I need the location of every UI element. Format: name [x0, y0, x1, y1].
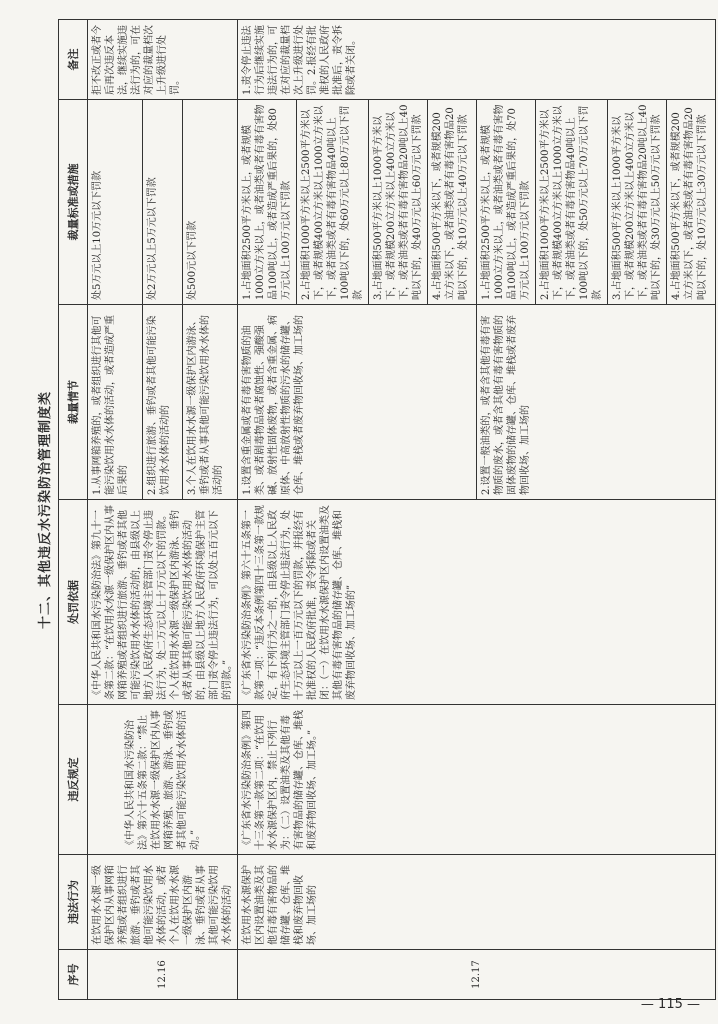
divider	[427, 100, 428, 304]
header-act: 违法行为	[59, 855, 88, 950]
table-header-row	[59, 20, 88, 1000]
standard-item: 4.占地面积500平方米以下，或者规模200立方米以下，或者油类或者有毒有害物品20吨以下的，处10万元以上40万元以下罚款	[432, 107, 469, 300]
standard-item: 4.占地面积500平方米以下，或者规模200立方米以下，或者油类或者有毒有害物品20吨以下的，处10万元以上30万元以下罚款	[671, 107, 708, 300]
rotated-content	[22, 20, 708, 1000]
standard-item: 2.占地面积1000平方米以上2500平方米以下，或者规模400立方米以上1000立方米以下，或者油类或者有毒有害物品40吨以上100吨以下的，处50万元以上70万元以下罚款	[540, 105, 603, 300]
standard-item: 3.占地面积500平方米以上1000平方米以下，或者规模200立方米以上400立方米以下，或者油类或者有毒有害物品20吨以上40吨以下的，处30万元以上50万元以下罚款	[612, 104, 662, 300]
divider	[535, 100, 536, 304]
page-number: — 115 —	[640, 997, 700, 1012]
divider	[607, 100, 608, 304]
row-circumstance: 2.设置一般油类的，或者含其他有毒有害物质的废水，或者含其他有毒有害物质的固体废物的储存罐、仓库、堆栈或者废弃物回收场、加工场的	[477, 305, 716, 500]
header-circumstance: 裁量情节	[59, 305, 88, 500]
row-remark: 拒不改正或者今后再次违反本法，继续实施违法行为的，可在对应的裁量档次上升级进行处罚。	[88, 20, 238, 100]
standard-item: 2.占地面积1000平方米以上2500平方米以下，或者规模400立方米以上1000立方米以下，或者油类或者有毒有害物品40吨以上100吨以下的，处60万元以上80万元以下罚款	[301, 105, 364, 300]
row-standard: 处500元以下罚款	[182, 100, 237, 305]
row-seq: 12.16	[88, 950, 238, 1000]
row-standard-list	[238, 100, 477, 305]
row-basis: 《广东省水污染防治条例》第六十五条第一款第一项：“违反本条例第四十三条第一款规定，有下列行为之一的，由县级以上人民政府生态环境主管部门责令停止违法行为，处十万元以上一百万元以下的罚款，并报经有批准权的人民政府批准，责令拆除或者关闭：（一）在饮用水水源保护区内设置油类及其他有毒有害物品的储存罐、仓库、堆栈和废弃物回收场、加工场的”	[238, 500, 716, 705]
row-standard: 处5万元以上10万元以下罚款	[88, 100, 143, 305]
header-rule: 违反规定	[59, 705, 88, 855]
header-seq: 序号	[59, 950, 88, 1000]
row-act: 在饮用水水源保护区内设置油类及其他有毒有害物品的储存罐、仓库、堆栈和废弃物回收场、加工场的	[238, 855, 716, 950]
table-row	[238, 20, 477, 1000]
table-row	[88, 20, 143, 1000]
row-rule: 《中华人民共和国水污染防治法》第六十五条第二款：“禁止在饮用水水源一级保护区内从事网箱养殖、旅游、游泳、垂钓或者其他可能污染饮用水水体的活动。”	[88, 705, 238, 855]
standard-item: 1.占地面积2500平方米以上，或者规模1000立方米以上，或者油类或者有毒有害物品100吨以上，或者造成严重后果的，处80万元以上100万元以下罚款	[242, 104, 292, 300]
header-standard: 裁量标准或措施	[59, 100, 88, 305]
row-circumstance: 1.设置含重金属或者有毒有害物质的油类、或者剧毒物品或者腐蚀性、强酸强碱、放射性固体废物，或者含重金属、病原体、中高放射性物质的污水的储存罐、仓库、堆栈或者废弃物回收场、加工场的	[238, 305, 477, 500]
row-rule: 《广东省水污染防治条例》第四十三条第一款第二项：“在饮用水水源保护区内，禁止下列行为：（二）设置油类及其他有毒有害物品的储存罐、仓库、堆栈和废弃物回收场、加工场。”	[238, 705, 716, 855]
row-circumstance: 3.个人在饮用水水源一级保护区内游泳、垂钓或者从事其他可能污染饮用水水体的活动的	[182, 305, 237, 500]
standard-item: 1.占地面积2500平方米以上，或者规模1000立方米以上，或者油类或者有毒有害物品100吨以上，或者造成严重后果的，处70万元以上100万元以下罚款	[481, 104, 531, 300]
header-remark: 备注	[59, 20, 88, 100]
divider	[666, 100, 667, 304]
row-standard: 处2万元以上5万元以下罚款	[143, 100, 183, 305]
divider	[296, 100, 297, 304]
header-basis: 处罚依据	[59, 500, 88, 705]
row-standard-list	[477, 100, 716, 305]
penalty-table	[58, 19, 716, 1000]
row-remark: 1.责令停止违法行为后继续实施违法行为的，可在对应的裁量档次上升级进行处罚。2.报经有批准权的人民政府批准后，责令拆除或者关闭。	[238, 20, 716, 100]
row-seq: 12.17	[238, 950, 716, 1000]
row-basis: 《中华人民共和国水污染防治法》第九十一条第二款：“在饮用水水源一级保护区内从事网箱养殖或者组织进行旅游、垂钓或者其他可能污染饮用水水体的活动的，由县级以上地方人民政府生态环境主管部门责令停止违法行为，处二万元以上十万元以下的罚款。个人在饮用水水源一级保护区内游泳、垂钓或者从事其他可能污染饮用水水体的活动的，由县级以上地方人民政府环境保护主管部门责令停止违法行为，可以处五百元以下的罚款。”	[88, 500, 238, 705]
divider	[368, 100, 369, 304]
page-title: 十二、其他违反水污染防治管理制度类	[38, 391, 53, 630]
row-circumstance: 2.组织进行旅游、垂钓或者其他可能污染饮用水水体的活动的	[143, 305, 183, 500]
standard-item: 3.占地面积500平方米以上1000平方米以下，或者规模200立方米以上400立方米以下，或者油类或者有毒有害物品20吨以上40吨以下的，处40万元以上60万元以下罚款	[373, 104, 423, 300]
row-act: 在饮用水水源一级保护区内从事网箱养殖或者组织进行旅游、垂钓或者其他可能污染饮用水水体的活动，或者个人在饮用水水源一级保护区内游泳、垂钓或者从事其他可能污染饮用水水体的活动	[88, 855, 238, 950]
row-circumstance: 1.从事网箱养殖的，或者组织进行其他可能污染饮用水水体的活动，或者造成严重后果的	[88, 305, 143, 500]
